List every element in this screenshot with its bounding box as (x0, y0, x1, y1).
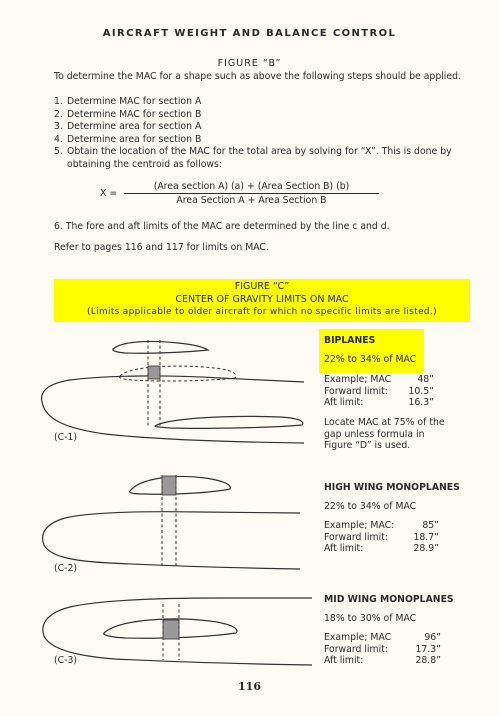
step-text: Determine MAC for section B (67, 108, 202, 120)
fuselage-outline (42, 376, 304, 443)
section-range: 22% to 34% of MAC (324, 354, 417, 365)
section-heading: HIGH WING MONOPLANES (324, 482, 460, 493)
page-number: 116 (238, 680, 261, 693)
step-number: 4. (54, 133, 63, 145)
step-number: 2. (54, 108, 63, 120)
figure-c-title: FIGURE “C” (234, 281, 290, 292)
section-range: 18% to 30% of MAC (324, 613, 417, 624)
biplane-note: Locate MAC at 75% of the gap unless formula in Figure “D” is used. (324, 417, 445, 451)
high-wing-diagram (43, 475, 300, 569)
high-wing-airfoil (130, 477, 231, 495)
example-row: Example; MAC: 85” (324, 520, 439, 531)
example-row: Example; MAC 48” (324, 374, 434, 385)
aft-row: Aft limit: 28.8” (324, 655, 441, 666)
fuselage-outline (43, 512, 300, 569)
step-text: Determine MAC for section A (67, 96, 202, 107)
biplane-diagram (42, 340, 304, 443)
step-text: Obtain the location of the MAC for the total area by solving for “X”. This is done by obtaining the centroid as follows: (67, 146, 452, 170)
section-label: (C-1) (54, 432, 78, 443)
aft-row: Aft limit: 28.9” (324, 543, 439, 554)
step-number: 3. (54, 121, 63, 132)
forward-row: Forward limit: 18.7” (324, 531, 439, 543)
formula-lhs: X = (100, 188, 118, 199)
section-heading: MID WING MONOPLANES (324, 594, 454, 605)
section-label: (C-3) (54, 655, 78, 666)
step-number: 1. (54, 96, 63, 107)
forward-row: Forward limit: 17.3” (324, 643, 441, 655)
mac-hatched-section (163, 620, 179, 639)
aft-row: Aft limit: 16.3” (324, 397, 434, 408)
lower-wing-airfoil (155, 416, 303, 428)
step-6-text: 6. The fore and aft limits of the MAC are determined by the line c and d. (54, 221, 390, 232)
step-number: 5. (54, 146, 63, 157)
section-heading: BIPLANES (324, 335, 376, 346)
step-text: Determine area for section A (67, 121, 202, 132)
figure-c-note: (Limits applicable to older aircraft for which no specific limits are listed.) (87, 307, 437, 317)
section-label: (C-2) (54, 563, 78, 574)
figure-c-subtitle: CENTER OF GRAVITY LIMITS ON MAC (175, 294, 349, 305)
section-values (324, 632, 441, 667)
figure-b-intro: To determine the MAC for a shape such as above the following steps should be applied. (54, 71, 461, 82)
mac-dashed-airfoil (120, 366, 236, 381)
mac-hatched-section (148, 366, 160, 379)
mac-hatched-section (162, 476, 176, 495)
forward-row: Forward limit: 10.5” (324, 385, 434, 397)
refer-text: Refer to pages 116 and 117 for limits on MAC. (54, 242, 269, 253)
section-values (324, 374, 434, 409)
page-header-title: AIRCRAFT WEIGHT AND BALANCE CONTROL (102, 28, 397, 39)
section-values (324, 520, 439, 555)
example-row: Example; MAC 96” (324, 632, 441, 643)
figure-b-title: FIGURE “B” (217, 58, 282, 69)
formula-denominator: Area Section A + Area Section B (176, 195, 327, 206)
section-range: 22% to 34% of MAC (324, 501, 417, 512)
step-text: Determine area for section B (67, 133, 202, 145)
formula-numerator: (Area section A) (a) + (Area Section B) (b) (153, 181, 350, 192)
mid-wing-diagram (43, 598, 312, 665)
